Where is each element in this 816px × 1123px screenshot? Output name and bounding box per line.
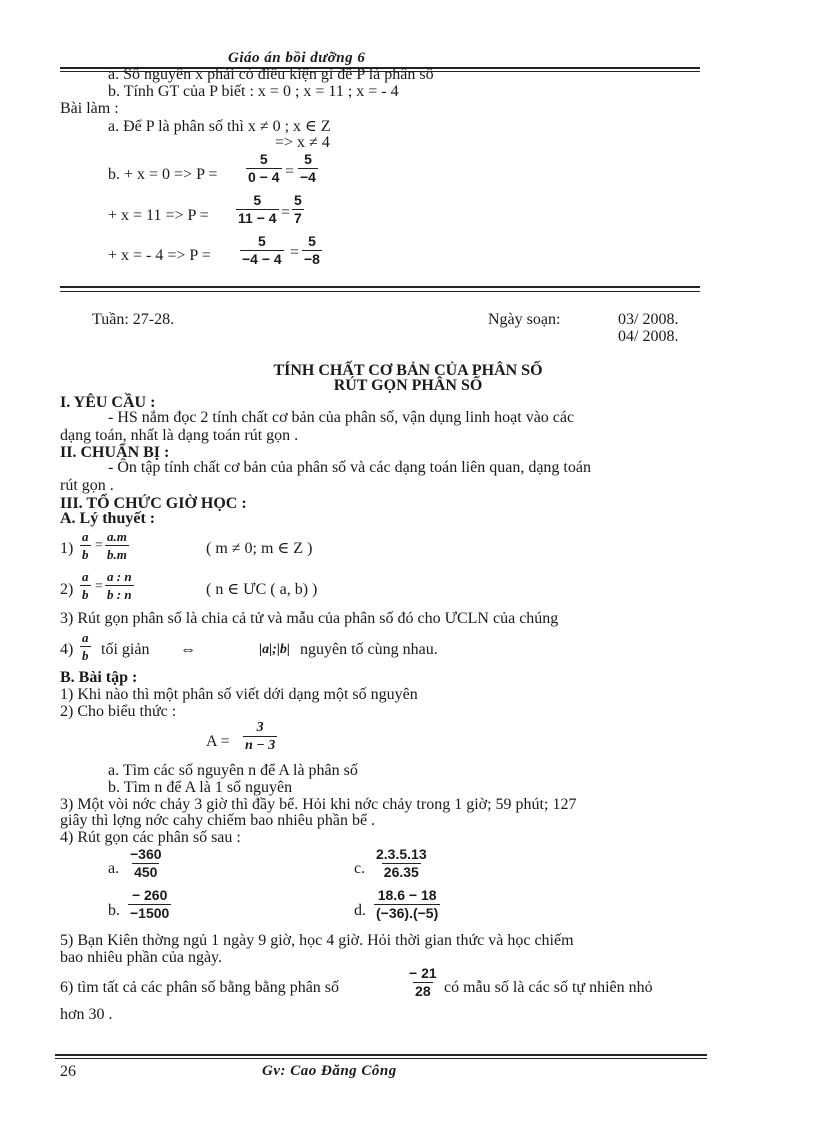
exercise-fraction: $\frac{- 21}{28}$ (409, 965, 437, 999)
exercise-6: 6) tìm tất cả các phân số bằng bằng phân số (60, 979, 340, 996)
iff-symbol: ⇔ (180, 641, 196, 658)
exercise-4: 4) Rút gọn các phân số sau : (60, 829, 241, 846)
section-divider (60, 286, 700, 288)
paragraph-line: - Ôn tập tính chất cơ bản của phân số và các dạng toán liên quan, dạng toán (108, 459, 591, 476)
calc-fraction: $\frac{5}{7}$ (294, 192, 302, 226)
exercise-fraction: $\frac{- 260}{-1500}$ (130, 887, 170, 921)
exercise-3: 3) Một vòi nớc chảy 3 giờ thì đầy bể. Hỏi khi nớc chảy trong 1 giờ; 59 phút; 127 (60, 796, 577, 813)
exercise-1: 1) Khi nào thì một phân số viết dới dạng một số nguyên (60, 686, 418, 703)
date-2: 04/ 2008. (618, 328, 679, 345)
expr-prefix: A = (206, 733, 230, 750)
footer-author: Gv: Cao Đăng Công (262, 1063, 397, 1079)
exercise-3: giây thì lợng nớc cahy chiếm bao nhiêu phần bể . (60, 812, 376, 829)
section-heading: III. TỔ CHỨC GIỜ HỌC : (60, 495, 247, 512)
item-label: 2) (60, 581, 74, 598)
theory-fraction: $\frac{a}{b}$ (82, 630, 89, 663)
date-1: 03/ 2008. (618, 311, 679, 328)
calc-prefix: + x = 11 => P = (108, 207, 209, 224)
equals-sign: = (95, 538, 103, 553)
answer-a-line2: => x ≠ 4 (275, 134, 330, 151)
theory-text: tối giản (101, 641, 150, 658)
exercise-6: hơn 30 . (60, 1006, 113, 1023)
calc-fraction: $\frac{5}{11 - 4}$ (238, 192, 277, 226)
equals-sign: = (281, 204, 291, 221)
question-a: a. Số nguyên x phải có điều kiện gì để P là phân số (108, 66, 434, 83)
exercise-2b: b. Tìm n để A là 1 số nguyên (108, 779, 293, 796)
exercise-5: bao nhiêu phần của ngày. (60, 949, 223, 966)
theory-fraction: $\frac{a : n}{b : n}$ (107, 569, 132, 602)
subsection-heading: B. Bài tập : (60, 669, 138, 686)
calc-prefix: b. + x = 0 => P = (108, 166, 218, 183)
header-title: Giáo án bồi dưỡng 6 (228, 50, 366, 66)
section-heading: II. CHUẨN BỊ : (60, 444, 170, 461)
lesson-subtitle: RÚT GỌN PHÂN SỐ (333, 377, 483, 394)
exercise-fraction: $\frac{-360}{450}$ (130, 846, 162, 880)
theory-fraction: $\frac{a}{b}$ (82, 569, 89, 602)
paragraph-line: dạng toán, nhất là dạng toán rút gọn . (60, 427, 299, 444)
exercise-2: 2) Cho biểu thức : (60, 703, 177, 720)
section-heading: I. YÊU CẦU : (60, 394, 156, 411)
calc-fraction: $\frac{5}{-8}$ (304, 233, 320, 267)
theory-item: 3) Rút gọn phân số là chia cả tử và mẫu của phân số đó cho ƯCLN của chúng (60, 610, 559, 627)
date-label: Ngày soạn: (488, 311, 561, 328)
theory-condition: ( m ≠ 0; m ∈ Z ) (206, 540, 313, 557)
page-number: 26 (60, 1063, 76, 1080)
item-label: b. (108, 902, 120, 919)
expr-fraction: $\frac{3}{n - 3}$ (245, 720, 276, 753)
theory-fraction: $\frac{a.m}{b.m}$ (107, 529, 127, 562)
equals-sign: = (290, 244, 300, 261)
exercise-fraction: $\frac{18.6 - 18}{(-36).(-5)}$ (376, 887, 439, 921)
lesson-title: TÍNH CHẤT CƠ BẢN CỦA PHÂN SỐ (273, 362, 543, 379)
paragraph-line: - HS nắm đọc 2 tính chất cơ bản của phân số, vận dụng linh hoạt vào các (108, 409, 575, 426)
exercise-5: 5) Bạn Kiên thờng ngủ 1 ngày 9 giờ, học 4 giờ. Hỏi thời gian thức và học chiếm (60, 932, 574, 949)
theory-condition: ( n ∈ ƯC ( a, b) ) (206, 581, 318, 598)
paragraph-line: rút gọn . (60, 477, 114, 494)
answer-a-line1: a. Để P là phân số thì x ≠ 0 ; x ∈ Z (108, 118, 331, 135)
calc-fraction: $\frac{5}{-4 - 4}$ (242, 233, 282, 267)
section-divider-thin (60, 291, 700, 292)
bai-lam-label: Bài làm : (60, 100, 119, 117)
equals-sign: = (285, 163, 295, 180)
item-label: 1) (60, 540, 74, 557)
footer-rule-thin (55, 1058, 707, 1059)
subsection-heading: A. Lý thuyết : (60, 510, 156, 527)
week-label: Tuần: 27-28. (92, 311, 175, 328)
theory-fraction: $\frac{a}{b}$ (82, 529, 89, 562)
question-b: b. Tính GT của P biết : x = 0 ; x = 11 ; x = - 4 (108, 83, 399, 100)
equals-sign: = (95, 579, 103, 594)
exercise-2a: a. Tìm các số nguyên n để A là phân số (108, 762, 358, 779)
theory-text: nguyên tố cùng nhau. (300, 641, 438, 658)
abs-value: |a|;|b| (259, 642, 290, 657)
item-label: c. (354, 860, 366, 877)
exercise-fraction: $\frac{2.3.5.13}{26.35}$ (376, 846, 427, 880)
exercise-6: có mẫu số là các số tự nhiên nhỏ (444, 979, 653, 996)
calc-prefix: + x = - 4 => P = (108, 247, 211, 264)
footer-rule (55, 1054, 707, 1056)
calc-fraction: $\frac{5}{0 - 4}$ (248, 151, 280, 185)
item-label: 4) (60, 641, 74, 658)
item-label: a. (108, 860, 120, 877)
calc-fraction: $\frac{5}{-4}$ (300, 151, 316, 185)
item-label: d. (354, 902, 366, 919)
